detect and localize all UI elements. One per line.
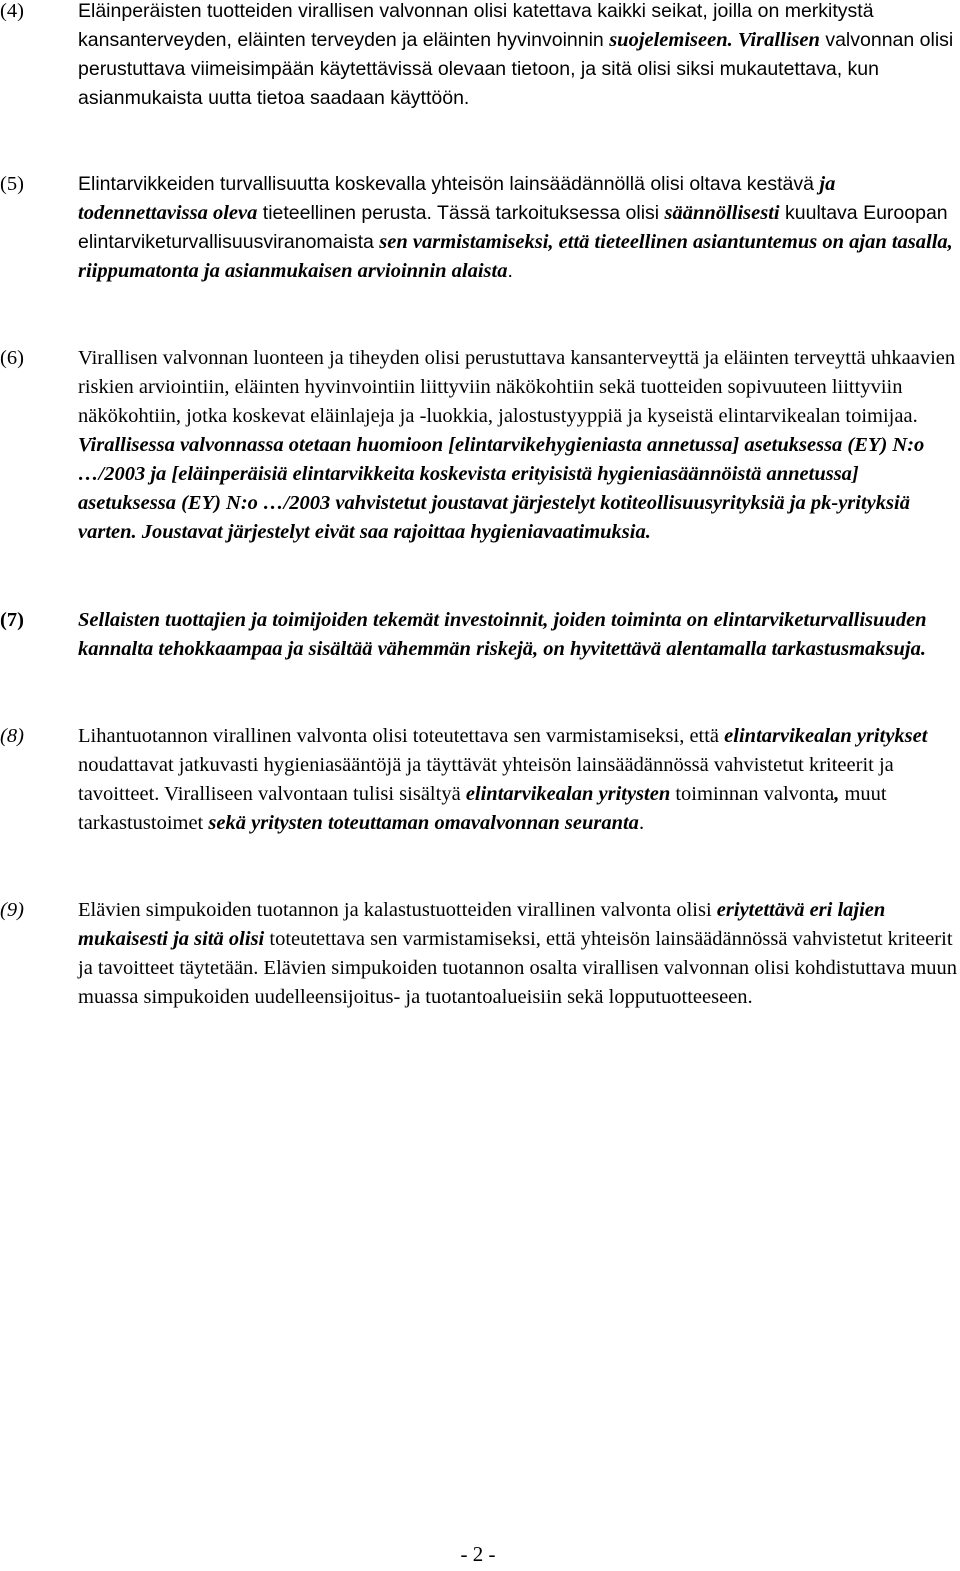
recital-text-emphasis: Sellaisten tuottajien ja toimijoiden tekemät investoinnit, joiden toiminta on elintarviketurvallisuuden kannalta tehokkaampaa ja sisältää vähemmän riskejä, on hyvitettävä alentamalla tarkastusmaksuja. — [78, 609, 927, 660]
recital-4 — [0, 0, 958, 113]
recital-text — [78, 606, 958, 664]
recital-text-segment: noudattavat jatkuvasti hygieniasääntöjä ja täyttävät yhteisön lainsäädännössä vahvistetut kriteerit ja tavoitteet. Viralliseen valvontaan tulisi sisältyä — [78, 754, 894, 805]
recital-number: (8) — [0, 725, 24, 747]
recital-text-emphasis: säännöllisesti — [664, 202, 780, 224]
recital-text-emphasis: suojelemiseen. Virallisen — [609, 29, 820, 51]
recital-text — [78, 0, 958, 113]
recital-5 — [0, 170, 958, 286]
recital-text-emphasis: elintarvikealan yritysten — [465, 783, 671, 805]
recital-text-segment: tieteellinen perusta. Tässä tarkoituksessa olisi — [257, 202, 665, 224]
recital-text-segment: toteutettava sen varmistamiseksi, että yhteisön lainsäädännössä vahvistetut kriteerit ja tavoitteet täytetään. Elävien simpukoiden tuotannon osalta virallisen valvonnan olisi kohdistuttava muun muassa simpukoiden uudelleensijoitus- ja tuotantoalueisiin sekä lopputuotteeseen. — [78, 928, 958, 1008]
recital-number: (4) — [0, 0, 24, 22]
recital-text-segment: muut tarkastustoimet — [78, 783, 887, 834]
recital-text-segment: Elintarvikkeiden turvallisuutta koskevalla yhteisön lainsäädännöllä olisi oltava kestävä — [78, 173, 820, 195]
page-number-label: - 2 - — [460, 1542, 496, 1566]
recital-text-segment: Eläinperäisten tuotteiden virallisen valvonnan olisi katettava kaikki seikat, joilla on merkitystä kansanterveyden, eläinten terveyden ja eläinten hyvinvoinnin — [78, 0, 874, 51]
recital-text-emphasis: elintarvikealan yritykset — [724, 725, 928, 747]
recital-text — [78, 722, 958, 838]
recital-text-segment: Elävien simpukoiden tuotannon ja kalastustuotteiden virallinen valvonta olisi — [78, 899, 717, 921]
recital-7 — [0, 606, 958, 664]
recital-number: (5) — [0, 173, 24, 195]
recital-text-segment: . — [507, 260, 513, 282]
recital-text — [78, 344, 958, 547]
recital-text-segment: . — [638, 812, 645, 834]
recital-text-emphasis: ja todennettavissa oleva — [78, 173, 836, 224]
recital-text-emphasis: eriytettävä eri lajien mukaisesti ja sitä olisi — [78, 899, 886, 950]
page-number — [0, 1542, 960, 1567]
recital-text-segment: valvonnan olisi perustuttava viimeisimpään käytettävissä olevaan tietoon, ja sitä olisi siksi mukautettava, kun asianmukaista uutta tietoa saadaan käyttöön. — [78, 29, 954, 109]
recital-text-emphasis: , — [834, 783, 840, 805]
recital-text — [78, 896, 958, 1012]
recital-text-emphasis: sekä yritysten toteuttaman omavalvonnan seuranta — [208, 812, 639, 834]
recital-text-segment: toiminnan valvonta — [670, 783, 835, 805]
recital-number: (9) — [0, 899, 24, 921]
recital-text-segment: Lihantuotannon virallinen valvonta olisi toteutettava sen varmistamiseksi, että — [78, 725, 725, 747]
recital-text-segment: Virallisen valvonnan luonteen ja tiheyden olisi perustuttava kansanterveyttä ja eläinten terveyttä uhkaavien riskien arviointiin, eläinten hyvinvointiin liittyviin näkökohtiin sekä tuotteiden sopivuuteen liittyviin näkökohtiin, jotka koskevat eläinlajeja ja -luokkia, jalostustyyppiä ja kyseistä elintarvikealan toimijaa. — [78, 347, 956, 427]
recital-number: (7) — [0, 609, 24, 631]
recital-8 — [0, 722, 958, 838]
recital-text-segment: kuultava Euroopan elintarviketurvallisuusviranomaista — [78, 202, 948, 253]
recital-text-emphasis: Virallisessa valvonnassa otetaan huomioon [elintarvikehygieniasta annetussa] asetuksessa (EY) N:o …/2003 ja [eläinperäisiä elintarvikkeita koskevista erityisistä hygieniasäännöistä annetussa] asetuksessa (EY) N:o …/2003 vahvistetut joustavat järjestelyt kotiteollisuusyrityksiä ja pk-yrityksiä varten. Joustavat järjestelyt eivät saa rajoittaa hygieniavaatimuksia. — [78, 434, 925, 543]
recital-9 — [0, 896, 958, 1012]
recital-text-emphasis: sen varmistamiseksi, että tieteellinen asiantuntemus on ajan tasalla, riippumatonta ja asianmukaisen arvioinnin alaista — [78, 231, 953, 282]
recital-text — [78, 170, 958, 286]
recital-number: (6) — [0, 347, 24, 369]
recital-6 — [0, 344, 958, 547]
